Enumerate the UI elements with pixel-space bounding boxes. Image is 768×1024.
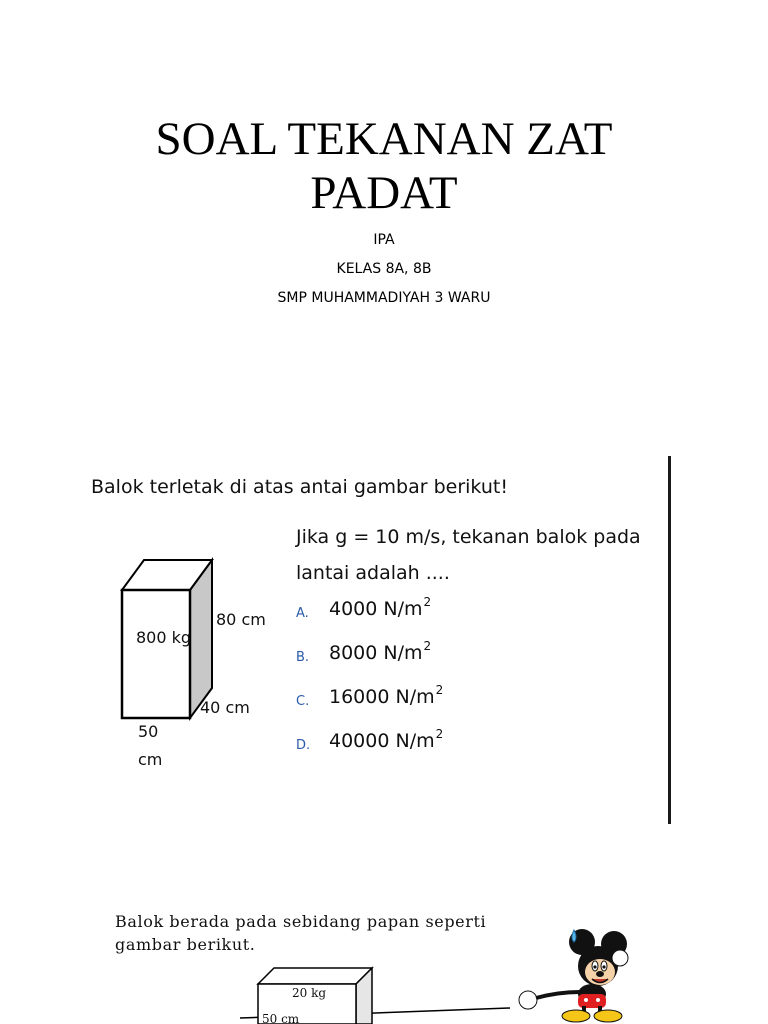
- question-2-stem-line-2: gambar berikut.: [115, 935, 256, 954]
- label-depth: 40 cm: [200, 698, 250, 717]
- option-c-value: 16000 N/m: [329, 686, 435, 708]
- block-figure: [110, 552, 280, 772]
- option-d-value: 40000 N/m: [329, 730, 435, 752]
- question-1-stem: Balok terletak di atas antai gambar berikut!: [91, 476, 508, 498]
- vertical-divider: [668, 456, 671, 824]
- subtitle-subject: IPA: [373, 232, 395, 248]
- label-height: 80 cm: [216, 610, 266, 629]
- label-width-number: 50: [138, 722, 159, 741]
- block-on-board-figure: [240, 962, 520, 1024]
- question-2-stem: [115, 910, 486, 956]
- block-front-face: [122, 590, 190, 718]
- question-1-prompt-line-2: lantai adalah ....: [296, 562, 450, 584]
- label-mass: 800 kg: [136, 628, 192, 647]
- subtitle-class: KELAS 8A, 8B: [336, 261, 432, 277]
- option-b-value: 8000 N/m: [329, 642, 423, 664]
- mascot-drawing: [508, 928, 638, 1024]
- option-d-letter: D.: [296, 738, 311, 753]
- subtitle-school: SMP MUHAMMADIYAH 3 WARU: [277, 290, 491, 306]
- question-1-prompt: [296, 519, 641, 591]
- question-1-prompt-line-1: Jika g = 10 m/s, tekanan balok pada: [296, 526, 641, 548]
- block2-top-face: [258, 968, 372, 984]
- option-d-exponent: 2: [435, 727, 444, 741]
- page-title: [0, 112, 768, 220]
- label-mass-2: 20 kg: [292, 986, 327, 1000]
- option-a-letter: A.: [296, 606, 309, 621]
- option-a-exponent: 2: [423, 595, 432, 609]
- title-line-1: SOAL TEKANAN ZAT: [155, 113, 613, 165]
- label-dim-2: 50 cm: [262, 1012, 300, 1024]
- label-width-unit: cm: [138, 750, 163, 769]
- question-2-stem-line-1: Balok berada pada sebidang papan seperti: [115, 912, 487, 931]
- subtitle-block: [0, 229, 768, 316]
- option-c-letter: C.: [296, 694, 310, 709]
- option-b-exponent: 2: [423, 639, 432, 653]
- title-line-2: PADAT: [310, 167, 458, 219]
- option-a-value: 4000 N/m: [329, 598, 423, 620]
- option-c-exponent: 2: [435, 683, 444, 697]
- block-diagram: [110, 552, 280, 772]
- mickey-mouse-icon: [508, 928, 638, 1024]
- option-b-letter: B.: [296, 650, 310, 665]
